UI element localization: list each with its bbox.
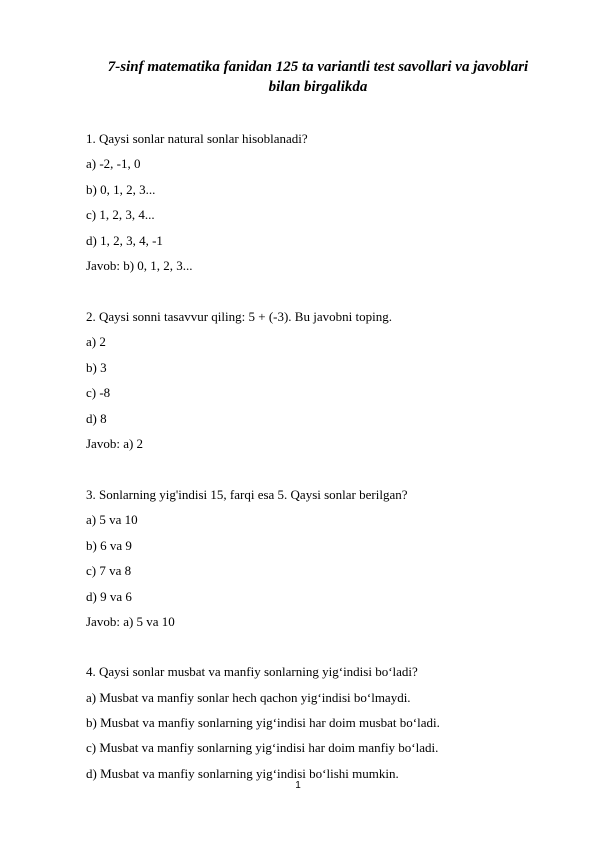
question-4-option-d: d) Musbat va manfiy sonlarning yig‘indisi bo‘lishi mumkin.	[86, 766, 399, 781]
question-1-option-c: c) 1, 2, 3, 4...	[86, 207, 155, 222]
question-3-text: 3. Sonlarning yig'indisi 15, farqi esa 5. Qaysi sonlar berilgan?	[86, 487, 408, 502]
question-1-option-a: a) -2, -1, 0	[86, 156, 141, 171]
document-title-line-1: 7-sinf matematika fanidan 125 ta variantli test savollari va javoblari	[107, 59, 529, 75]
question-2-option-c: c) -8	[86, 385, 111, 400]
question-3-option-b: b) 6 va 9	[86, 538, 132, 553]
question-1-text: 1. Qaysi sonlar natural sonlar hisoblanadi?	[86, 131, 308, 146]
question-4-option-b: b) Musbat va manfiy sonlarning yig‘indisi har doim musbat bo‘ladi.	[86, 715, 440, 730]
page-number: 1	[295, 780, 301, 791]
question-1-option-b: b) 0, 1, 2, 3...	[86, 182, 156, 197]
question-2-text: 2. Qaysi sonni tasavvur qiling: 5 + (-3). Bu javobni toping.	[86, 309, 392, 324]
question-3-option-c: c) 7 va 8	[86, 563, 132, 578]
document-title-line-2: bilan birgalikda	[268, 79, 368, 95]
question-3-answer: Javob: a) 5 va 10	[86, 614, 175, 629]
question-2-option-d: d) 8	[86, 411, 107, 426]
question-4-option-a: a) Musbat va manfiy sonlar hech qachon yig‘indisi bo‘lmaydi.	[86, 690, 411, 705]
question-2-answer: Javob: a) 2	[86, 436, 144, 451]
question-2-option-b: b) 3	[86, 360, 107, 375]
document-title	[80, 57, 556, 97]
question-1-option-d: d) 1, 2, 3, 4, -1	[86, 233, 163, 248]
question-2-option-a: a) 2	[86, 334, 106, 349]
question-4-text: 4. Qaysi sonlar musbat va manfiy sonlarning yig‘indisi bo‘ladi?	[86, 664, 418, 679]
question-4-option-c: c) Musbat va manfiy sonlarning yig‘indisi har doim manfiy bo‘ladi.	[86, 740, 439, 755]
question-3-option-d: d) 9 va 6	[86, 589, 132, 604]
question-1-answer: Javob: b) 0, 1, 2, 3...	[86, 258, 193, 273]
question-3-option-a: a) 5 va 10	[86, 512, 138, 527]
